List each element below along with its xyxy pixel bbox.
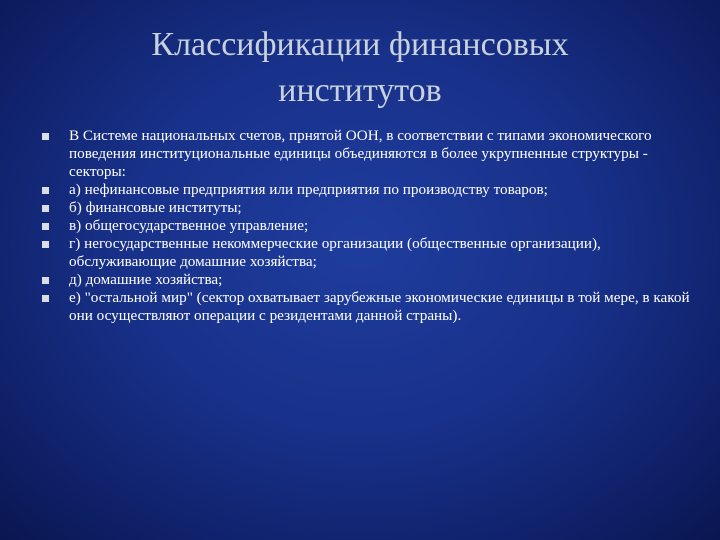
bullet-list — [42, 127, 702, 325]
bullet-item — [42, 271, 702, 289]
bullet-item — [42, 199, 702, 217]
bullet-item — [42, 235, 702, 271]
slide-title-line-1: Классификации финансовых — [151, 26, 569, 63]
bullet-item — [42, 181, 702, 199]
bullet-text: а) нефинансовые предприятия или предприятия по производству товаров; — [69, 181, 548, 198]
square-bullet-icon — [42, 295, 49, 302]
slide-title — [60, 22, 660, 114]
bullet-text: г) негосударственные некоммерческие организации (общественные организации), обслуживающие домашние хозяйства; — [69, 235, 601, 270]
bullet-item — [42, 217, 702, 235]
bullet-text: в) общегосударственное управление; — [69, 217, 309, 234]
square-bullet-icon — [42, 241, 49, 248]
square-bullet-icon — [42, 133, 49, 140]
square-bullet-icon — [42, 205, 49, 212]
bullet-text: д) домашние хозяйства; — [69, 271, 223, 288]
square-bullet-icon — [42, 277, 49, 284]
slide-title-line-2: институтов — [278, 72, 442, 109]
bullet-item — [42, 127, 702, 181]
square-bullet-icon — [42, 223, 49, 230]
bullet-text: В Системе национальных счетов, прнятой ООН, в соответствии с типами экономического поведения институциональные единицы объединяются в более укрупненные структуры - секторы: — [69, 127, 652, 180]
bullet-item — [42, 289, 702, 325]
bullet-text: б) финансовые институты; — [69, 199, 242, 216]
bullet-text: е) "остальной мир" (сектор охватывает зарубежные экономические единицы в той мере, в какой они осуществляют операции с резидентами данной страны). — [69, 289, 690, 324]
square-bullet-icon — [42, 187, 49, 194]
